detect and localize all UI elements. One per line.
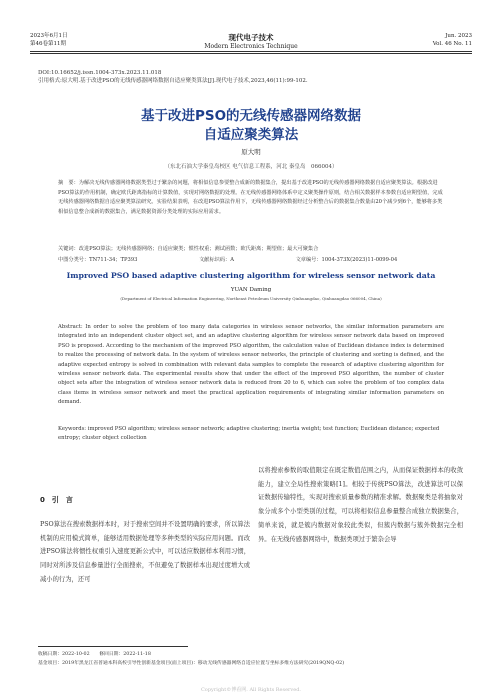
journal-name-en: Modern Electronics Technique [204, 43, 298, 50]
header-rule [30, 51, 472, 52]
doc-code: 文献标识码：A [199, 257, 234, 263]
issue-date-en: Jun. 2023 [445, 33, 472, 39]
abstract-cn: 摘 要：为解决无线传感器网络数据类型过于繁杂的问题，将相似信息参要整合成新的数据集合，提出基于改进PSO的无线传感器网络数据自适应聚类算法。根据改进PSO算法的作用机制，确定欧氏距离指标的计算数值，实现对网络数据的处理。在无线传感器网络体系中定义聚类操作原则，结合相关数据样本参数自适应期望值，完成无线传感器网络数据自适应聚类算法研究。实验结果表明，在改进PSO算法作用下，无线传感器网络数据经过分析整合后的数据集合数量由20个减少到6个，能够将多类相似信息整合成新的数据集合，满足数据资源分类处理的实际应用需求。 [58, 180, 443, 215]
funding: 基金项目：2019年黑龙江省普通本科高校引导性创新基金项目(面上项目)：移动无线传感器网络自适应位置与坐标多维方法研究(2019QNQ-02) [38, 661, 345, 666]
volume-issue: 第46卷第11期 [30, 41, 66, 47]
header-right [433, 32, 472, 48]
copyright-watermark: Copyright©博看网. All Rights Reserved. [200, 687, 302, 693]
paper-title [0, 107, 502, 145]
title-line-2: 自适应聚类算法 [203, 127, 299, 143]
title-line-1: 基于改进PSO的无线传感器网络数据 [140, 108, 362, 124]
article-number: 文章编号：1004-373X(2023)11-0099-04 [295, 257, 398, 263]
journal-name-cn: 现代电子技术 [228, 33, 274, 42]
issue-date: 2023年6月1日 [30, 33, 68, 39]
header-rule-2 [30, 53, 472, 54]
volume-issue-en: Vol. 46 No. 11 [432, 41, 472, 47]
clc-number: 中图分类号：TN711-34；TP393 [58, 257, 138, 263]
affiliation: （东北石油大学秦皇岛校区 电气信息工程系，河北 秦皇岛 066004） [164, 164, 338, 170]
author: 原大明 [241, 148, 261, 156]
section-heading: 0 引 言 [40, 496, 73, 504]
abstract-en: Abstract: In order to solve the problem of too many data categories in wireless sensor networks, the similar information parameters are integrated into an independent cluster object set, and an adaptive clustering algorithm for wireless sensor network data based on improved PSO is proposed. According to the mechanism of the improved PSO algorithm, the calculation value of Euclidean distance index is determined to realize the processing of network data. In the system of wireless sensor networks, the principle of clustering and sorting is defined, and the adaptive expected entropy is solved in combination with relevant data samples to complete the research of adaptive clustering algorithm for wireless sensor network data. The experimental results show that under the effect of the improved PSO algorithm, the number of cluster object sets after the integration of wireless sensor network data is reduced from 20 to 6, which can solve the problem of too complex data class items in wireless sensor network and meet the practical application requirements of integrating similar information parameters on demand. [58, 324, 444, 406]
author-en: YUAN Daming [230, 287, 272, 293]
doi-block [38, 69, 308, 85]
doi: DOI:10.16652/j.issn.1004-373x.2023.11.018 [38, 70, 162, 76]
body-column-left: PSO算法在搜索数据样本时，对于搜索空间并不设置明确的要求，所以算法机制的应用模式简单，能够适用数据处理等多种类型的实际应用问题。而改进PSO算法将惯性权重引入速度更新公式中，可以适应数据样本利用习惯，同时对所涉及信息参量进行全面搜索，不但避免了数据样本出现过度增大或减小的行为，还可 [40, 521, 250, 583]
footnote-rule [38, 646, 188, 647]
header-center [0, 32, 502, 50]
received-dates: 收稿日期：2022-10-02 修回日期：2022-11-18 [38, 652, 151, 657]
affiliation-en: (Department of Electrical Information Engineering, Northeast Petroleum University Qinhuangdao, Qinhuangdao 066004, China) [120, 296, 382, 301]
keywords-cn: 关键词：改进PSO算法；无线传感器网络；自适应聚类；惯性权重；测试函数；欧氏距离；期望值；最大可聚集合 [58, 246, 319, 252]
body-column-right: 以将搜索参数的取值限定在既定数值范围之内，从而保证数据样本的收敛能力，建立全局性搜索策略[1]。相较于传统PSO算法，改进算法可以保证数据传输特性，实现对搜索质量参数的精准求解。数据聚类是将抽象对象分成多个小型类别的过程，可以将相似信息参量整合成独立数据集合，简单来说，就是簇内数据对象较此类似，但簇内数据与簇外数据完全相异。在无线传感器网络中，数据类项过于繁杂会导 [258, 467, 463, 543]
keywords-en: Keywords: improved PSO algorithm; wireless sensor network; adaptive clustering; inertia weight; test function; Euclidean distance; expected entropy; cluster object collection [58, 426, 440, 442]
citation: 引用格式:原大明.基于改进PSO的无线传感器网络数据自适应聚类算法[J].现代电子技术,2023,46(11):99-102. [38, 78, 308, 84]
classification [58, 256, 444, 263]
footnote [38, 650, 468, 668]
title-en: Improved PSO based adaptive clustering algorithm for wireless sensor network data [66, 271, 436, 280]
